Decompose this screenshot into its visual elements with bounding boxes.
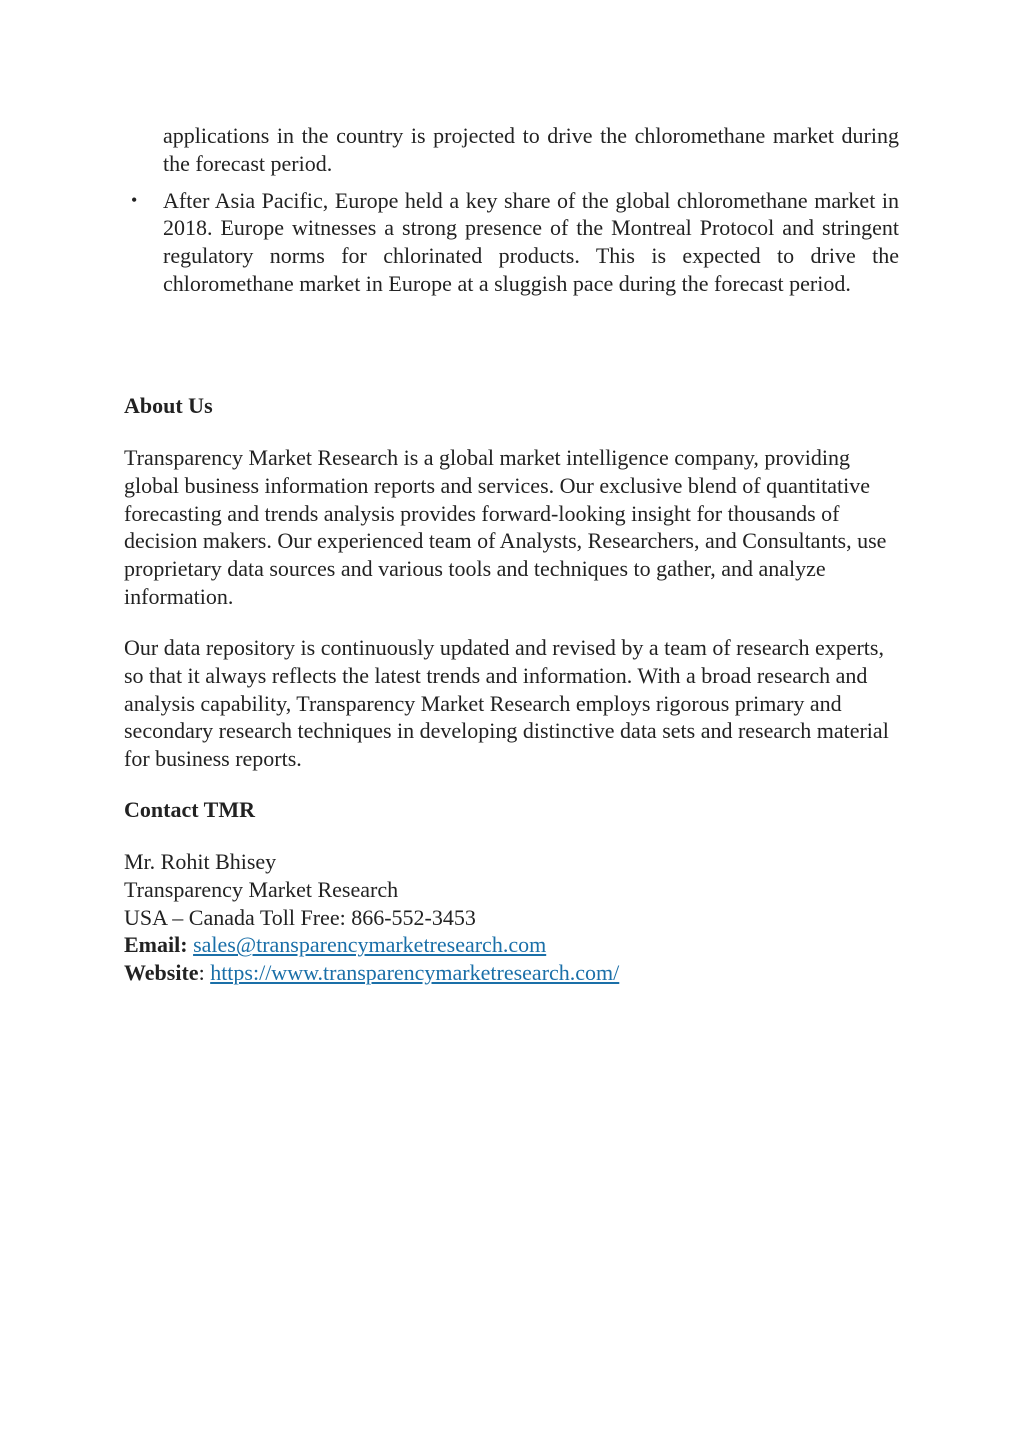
bullet-list [124,122,899,307]
contact-email-line [124,931,904,959]
bullet-text: applications in the country is projected to drive the chloromethane market during the forecast period. [163,123,899,176]
contact-heading: Contact TMR [124,797,255,822]
website-label: Website [124,960,199,986]
bullet-item-continued [124,122,899,178]
bullet-text: After Asia Pacific, Europe held a key share of the global chloromethane market in 2018. Europe witnesses a strong presence of the Montreal Protocol and stringent regulatory norms for chlorinated products. This is expected to drive the chloromethane market in Europe at a sluggish pace during the forecast period. [163,187,899,296]
contact-website-line [124,959,904,987]
contact-company: Transparency Market Research [124,876,399,902]
email-link[interactable]: sales@transparencymarketresearch.com [193,932,547,958]
email-label: Email: [124,932,188,958]
bullet-marker-icon: • [131,189,138,210]
website-separator: : [198,960,205,986]
contact-block [124,848,904,987]
about-paragraph-1: Transparency Market Research is a global market intelligence company, providing global business information reports and services. Our exclusive blend of quantitative forecasting and trends analysis provides forward-looking insight for thousands of decision makers. Our experienced team of Analysts, Researchers, and Consultants, use proprietary data sources and various tools and techniques to gather, and analyze information. [124,445,887,609]
about-us-heading: About Us [124,393,213,418]
contact-name: Mr. Rohit Bhisey [124,849,277,874]
website-link[interactable]: https://www.transparencymarketresearch.com/ [210,960,620,986]
bullet-item-europe [124,187,899,298]
contact-toll-free: USA – Canada Toll Free: 866-552-3453 [124,904,476,930]
about-paragraph-2: Our data repository is continuously updated and revised by a team of research experts, so that it always reflects the latest trends and information. With a broad research and analysis capability, Transparency Market Research employs rigorous primary and secondary research techniques in developing distinctive data sets and research material for business reports. [124,635,889,772]
